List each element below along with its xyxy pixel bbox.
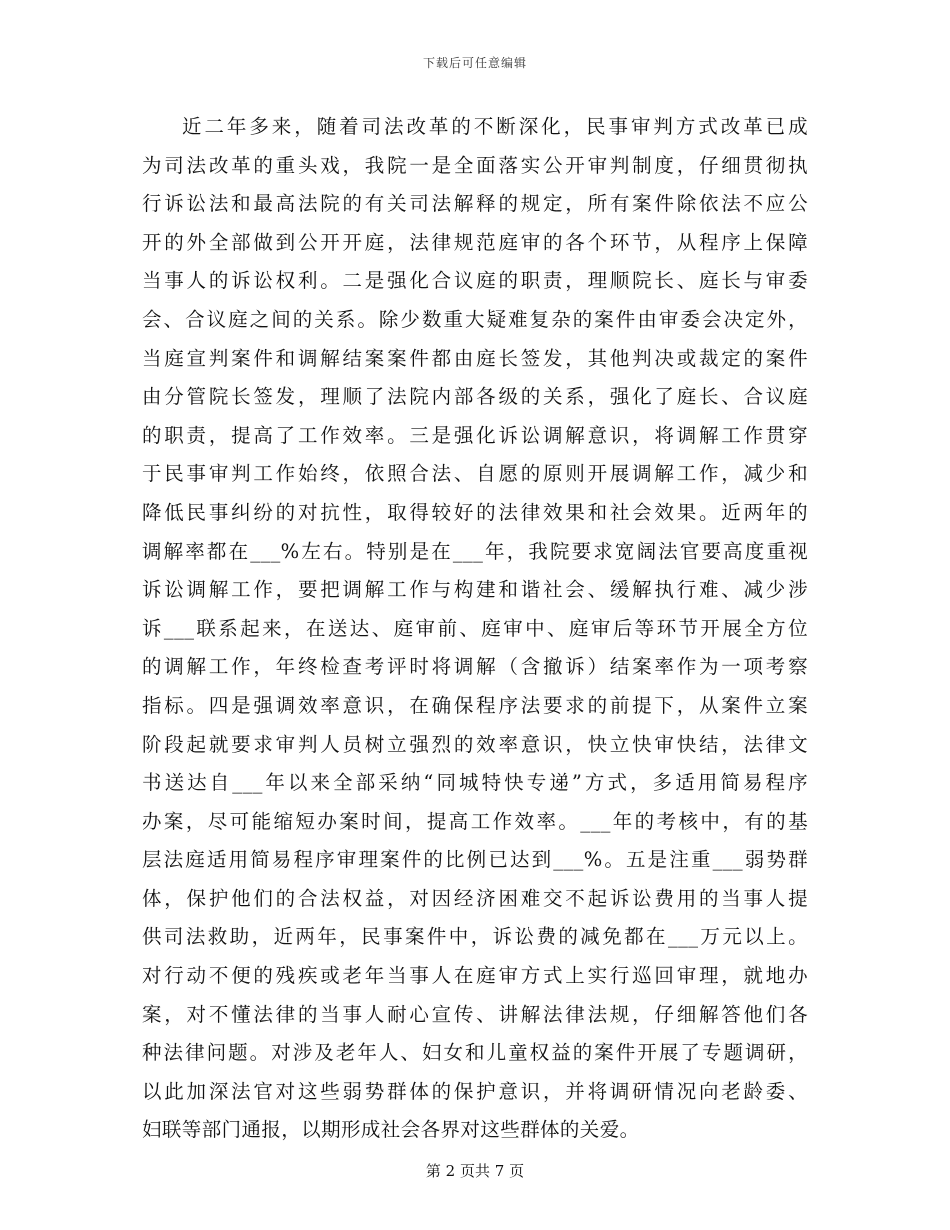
text-line: 行诉讼法和最高法院的有关司法解释的规定，所有案件除依法不应公 — [142, 192, 808, 216]
text-line: 诉讼调解工作，要把调解工作与构建和谐社会、缓解执行难、减少涉 — [142, 578, 808, 602]
text-line: 阶段起就要求审判人员树立强烈的效率意识，快立快审快结，法律文 — [142, 732, 808, 756]
text-line: 的职责，提高了工作效率。三是强化诉讼调解意识，将调解工作贯穿 — [142, 423, 808, 447]
text-line: 开的外全部做到公开开庭，法律规范庭审的各个环节，从程序上保障 — [142, 230, 808, 254]
text-line: 供司法救助，近两年，民事案件中，诉讼费的减免都在___万元以上。 — [142, 925, 808, 949]
text-line: 案，对不懂法律的当事人耐心宣传、讲解法律法规，仔细解答他们各 — [142, 1002, 808, 1026]
text-line: 以此加深法官对这些弱势群体的保护意识，并将调研情况向老龄委、 — [142, 1079, 808, 1103]
text-line: 种法律问题。对涉及老年人、妇女和儿童权益的案件开展了专题调研， — [142, 1041, 808, 1065]
text-line: 当庭宣判案件和调解结案案件都由庭长签发，其他判决或裁定的案件 — [142, 346, 808, 370]
body-paragraph — [142, 108, 808, 1150]
text-line: 降低民事纠纷的对抗性，取得较好的法律效果和社会效果。近两年的 — [142, 500, 808, 524]
text-line: 妇联等部门通报，以期形成社会各界对这些群体的关爱。 — [142, 1118, 640, 1142]
text-line: 办案，尽可能缩短办案时间，提高工作效率。___年的考核中，有的基 — [142, 809, 808, 833]
text-line: 由分管院长签发，理顺了法院内部各级的关系，强化了庭长、合议庭 — [142, 385, 808, 409]
text-line: 的调解工作，年终检查考评时将调解（含撤诉）结案率作为一项考察 — [142, 655, 808, 679]
page-footer: 第 2 页共 7 页 — [425, 1162, 525, 1180]
text-line: 诉___联系起来，在送达、庭审前、庭审中、庭审后等环节开展全方位 — [142, 616, 808, 640]
text-line: 调解率都在___%左右。特别是在___年，我院要求宽阔法官要高度重视 — [142, 539, 808, 563]
text-line: 指标。四是强调效率意识，在确保程序法要求的前提下，从案件立案 — [142, 693, 808, 717]
text-line: 为司法改革的重头戏，我院一是全面落实公开审判制度，仔细贯彻执 — [142, 153, 808, 177]
text-line: 书送达自___年以来全部采纳“同城特快专递”方式，多适用简易程序 — [142, 771, 808, 795]
text-line: 对行动不便的残疾或老年当事人在庭审方式上实行巡回审理，就地办 — [142, 964, 808, 988]
page-header: 下载后可任意编辑 — [422, 56, 527, 70]
text-line: 于民事审判工作始终，依照合法、自愿的原则开展调解工作，减少和 — [142, 462, 808, 486]
text-line: 当事人的诉讼权利。二是强化合议庭的职责，理顺院长、庭长与审委 — [142, 269, 808, 293]
text-line: 近二年多来，随着司法改革的不断深化，民事审判方式改革已成 — [182, 115, 808, 138]
text-line: 体，保护他们的合法权益，对因经济困难交不起诉讼费用的当事人提 — [142, 886, 808, 910]
text-line: 层法庭适用简易程序审理案件的比例已达到___%。五是注重___弱势群 — [142, 848, 808, 872]
text-line: 会、合议庭之间的关系。除少数重大疑难复杂的案件由审委会决定外， — [142, 307, 808, 331]
